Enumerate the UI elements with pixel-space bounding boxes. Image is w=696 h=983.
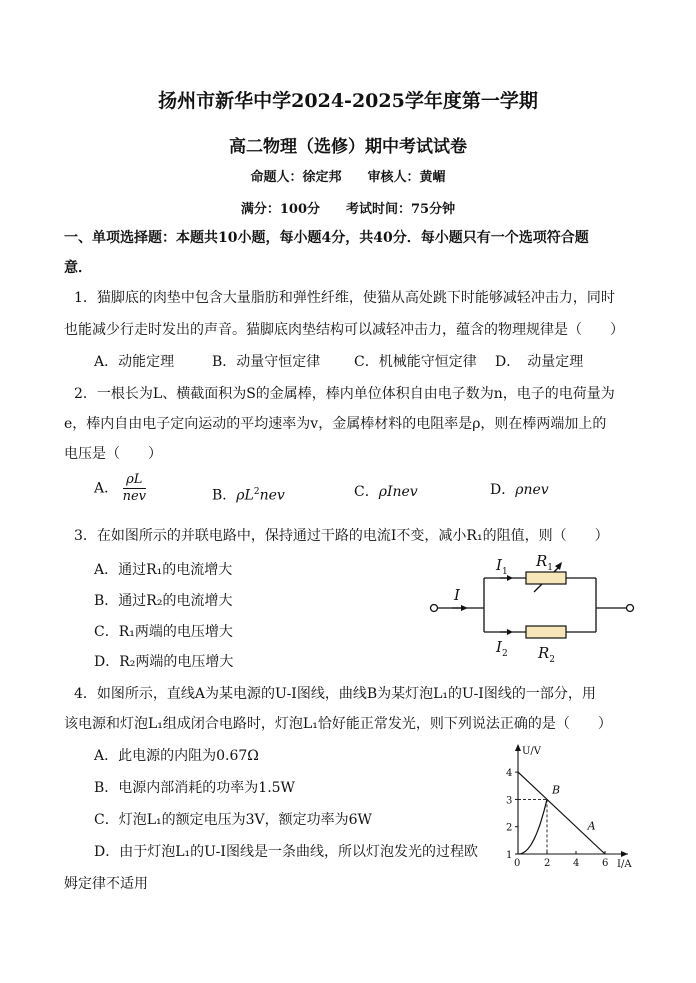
- label-I2: $I_2$: [496, 638, 508, 659]
- q2-option-a-numerator: ρL: [123, 472, 146, 489]
- q2-option-b-expr-post: nev: [259, 487, 285, 504]
- q3-stem: 3．在如图所示的并联电路中，保持通过干路的电流I不变，减小R₁的阻值，则（ ）: [74, 528, 609, 544]
- q1-option-c: C．机械能守恒定律: [354, 354, 477, 370]
- q4-option-b: B．电源内部消耗的功率为1.5W: [94, 780, 295, 796]
- q2-stem-line3: 电压是（ ）: [64, 446, 162, 462]
- q3-option-d: D．R₂两端的电压增大: [94, 654, 234, 670]
- q2-option-a-label: A．: [94, 480, 119, 497]
- x-tick-label: 4: [573, 858, 580, 869]
- q1-option-b: B．动量守恒定律: [212, 354, 321, 370]
- origin-label: 0: [514, 858, 521, 869]
- y-axis-label: U/V: [522, 746, 542, 757]
- q2-stem-line1: 2．一根长为L、横截面积为S的金属棒，棒内单位体积自由电子数为n，电子的电荷量为: [74, 386, 615, 402]
- label-I1: $I_1$: [496, 556, 508, 577]
- q1-stem-line1: 1．猫脚底的肉垫中包含大量脂肪和弹性纤维，使猫从高处跳下时能够减轻冲击力，同时: [74, 290, 615, 306]
- exam-info-line: 满分：100分 考试时间：75分钟: [240, 202, 456, 217]
- q4-option-a: A．此电源的内阻为0.67Ω: [94, 748, 259, 764]
- exam-subtitle: 高二物理（选修）期中考试试卷: [229, 137, 467, 157]
- q1-stem-line2: 也能减少行走时发出的声音。猫脚底肉垫结构可以减轻冲击力，蕴含的物理规律是（ ）: [64, 322, 624, 338]
- q2-option-a-fraction: [123, 472, 146, 505]
- q1-option-a: A．动能定理: [94, 354, 175, 370]
- current-arrowhead: [461, 605, 468, 611]
- q2-option-c-expr: ρInev: [378, 484, 418, 500]
- line-a-label: A: [587, 819, 596, 833]
- q2-option-c-label: C．: [354, 484, 379, 500]
- y-axis-arrowhead: [515, 744, 521, 751]
- x-axis-arrowhead: [621, 851, 628, 857]
- q4-stem-line1: 4．如图所示，直线A为某电源的U-I图线，曲线B为某灯泡L₁的U-I图线的一部分，用: [74, 686, 596, 702]
- x-axis-label: I/A: [617, 859, 632, 870]
- q2-option-d: [490, 480, 549, 500]
- circuit-right-terminal: [627, 605, 634, 612]
- q2-option-a-denominator: nev: [122, 489, 146, 504]
- q1-option-d: D． 动量定理: [495, 354, 584, 370]
- q4-option-d: D．由于灯泡L₁的U-I图线是一条曲线，所以灯泡发光的过程欧: [94, 844, 478, 860]
- q2-option-b-expr-sup: 2: [253, 487, 260, 497]
- q2-option-d-expr: ρnev: [515, 482, 549, 498]
- q3-option-a: A．通过R₁的电流增大: [94, 562, 233, 578]
- q2-stem-line2: e，棒内自由电子定向运动的平均速率为v，金属棒材料的电阻率是ρ，则在棒两端加上的: [64, 416, 607, 432]
- resistor-r2: [526, 626, 566, 638]
- q4-ui-graph: [500, 740, 640, 876]
- label-I: I: [454, 586, 460, 604]
- q3-option-b: B．通过R₂的电流增大: [94, 593, 233, 609]
- line-a: [518, 772, 605, 854]
- q2-option-a: [94, 472, 146, 505]
- branch2-arrowhead: [507, 629, 513, 635]
- q4-stem-line2: 该电源和灯泡L₁组成闭合电路时，灯泡L₁恰好能正常发光，则下列说法正确的是（ ）: [64, 716, 612, 732]
- rheostat-arrowhead: [555, 562, 562, 570]
- label-R1: $R_1$: [536, 552, 554, 573]
- x-tick-label: 6: [602, 858, 609, 869]
- q3-option-c: C．R₁两端的电压增大: [94, 624, 233, 640]
- curve-b-label: B: [552, 783, 561, 797]
- curve-b: [518, 799, 547, 854]
- x-tick-label: 2: [544, 858, 551, 869]
- section1-heading-line2: 意．: [64, 260, 92, 276]
- section1-heading-line1: 一、单项选择题：本题共10小题，每小题4分，共40分．每小题只有一个选项符合题: [64, 230, 589, 246]
- branch1-arrowhead: [507, 575, 513, 581]
- q4-option-d-continuation: 姆定律不适用: [64, 876, 148, 892]
- y-tick-label: 4: [506, 768, 513, 780]
- y-tick-label: 2: [506, 822, 513, 834]
- q2-option-b-label: B．: [212, 487, 237, 504]
- exam-title: 扬州市新华中学2024-2025学年度第一学期: [158, 90, 538, 112]
- q4-option-c: C．灯泡L₁的额定电压为3V，额定功率为6W: [94, 812, 372, 828]
- resistor-r1: [526, 572, 566, 584]
- y-tick-label: 1: [506, 850, 513, 861]
- y-tick-label: 3: [506, 795, 513, 807]
- label-R2: $R_2$: [538, 644, 556, 665]
- authors-line: 命题人：徐定邦 审核人：黄嵋: [250, 170, 446, 185]
- q2-option-d-label: D．: [490, 482, 516, 498]
- q2-option-b: [212, 482, 285, 506]
- q2-option-b-expr-pre: ρL: [236, 487, 254, 504]
- q2-option-c: [354, 482, 418, 502]
- circuit-left-terminal: [431, 605, 438, 612]
- q3-circuit-diagram: [424, 548, 644, 666]
